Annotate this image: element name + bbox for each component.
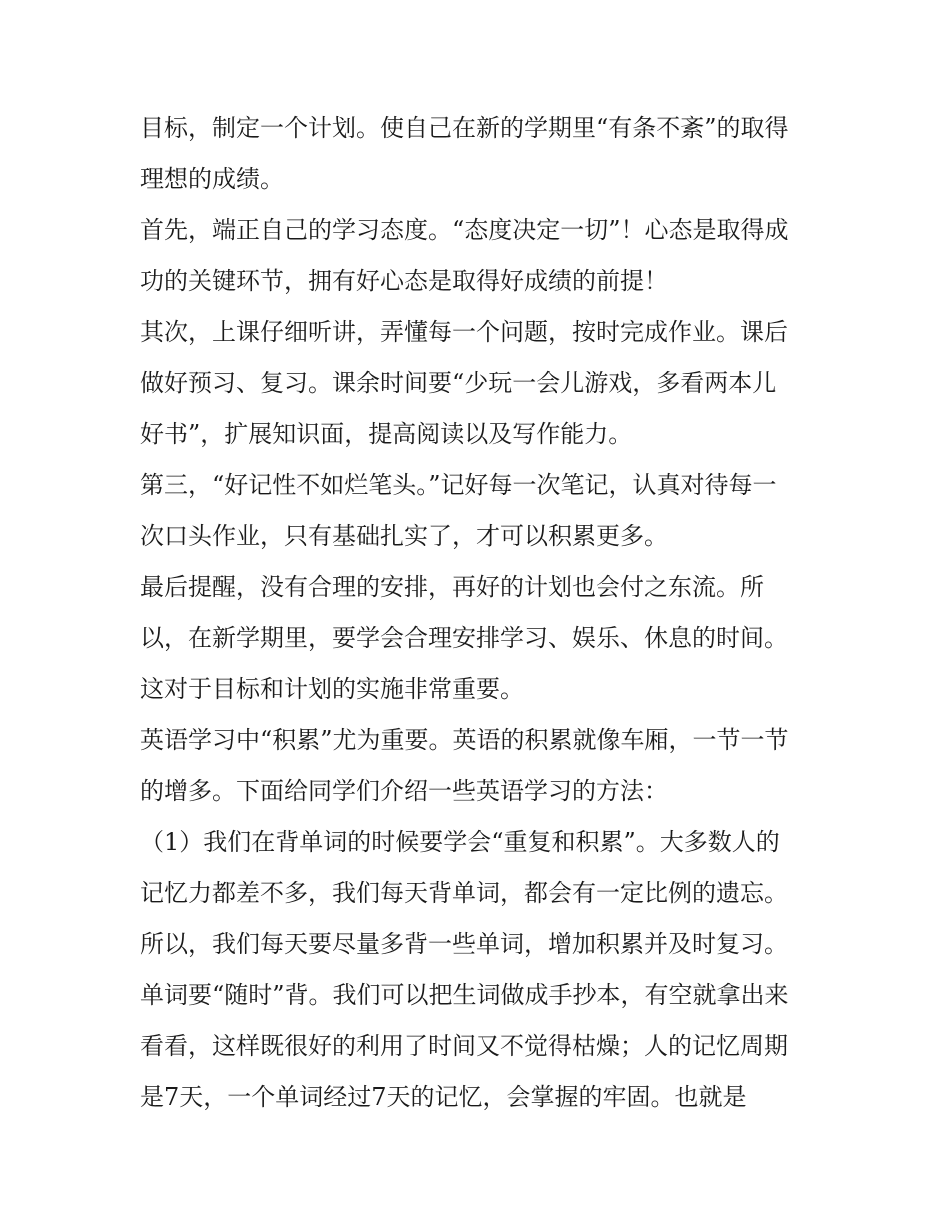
- text-line: 次口头作业，只有基础扎实了，才可以积累更多。: [140, 522, 668, 550]
- text-line: （1）我们在背单词的时候要学会“重复和积累”。大多数人的: [140, 828, 780, 856]
- text-line: 这对于目标和计划的实施非常重要。: [140, 675, 524, 703]
- text-line: 看看，这样既很好的利用了时间又不觉得枯燥；人的记忆周期: [140, 1032, 788, 1060]
- text-line: 目标，制定一个计划。使自己在新的学期里“有条不紊”的取得: [140, 114, 789, 142]
- text-line: 是7天，一个单词经过7天的记忆，会掌握的牢固。也就是: [140, 1083, 747, 1111]
- text-line: 其次，上课仔细听讲，弄懂每一个问题，按时完成作业。课后: [140, 318, 788, 346]
- text-line: 单词要“随时”背。我们可以把生词做成手抄本，有空就拿出来: [140, 981, 789, 1009]
- text-line: 以，在新学期里，要学会合理安排学习、娱乐、休息的时间。: [140, 624, 788, 652]
- text-line: 的增多。下面给同学们介绍一些英语学习的方法：: [140, 777, 668, 805]
- text-line: 第三，“好记性不如烂笔头。”记好每一次笔记，认真对待每一: [140, 471, 777, 499]
- text-line: 首先，端正自己的学习态度。“态度决定一切”！心态是取得成: [140, 216, 789, 244]
- text-line: 功的关键环节，拥有好心态是取得好成绩的前提！: [140, 267, 668, 295]
- text-line: 理想的成绩。: [140, 165, 284, 193]
- text-line: 所以，我们每天要尽量多背一些单词，增加积累并及时复习。: [140, 930, 788, 958]
- text-line: 最后提醒，没有合理的安排，再好的计划也会付之东流。所: [140, 573, 764, 601]
- text-line: 记忆力都差不多，我们每天背单词，都会有一定比例的遗忘。: [140, 879, 788, 907]
- document-body: [140, 103, 820, 1123]
- text-line: 英语学习中“积累”尤为重要。英语的积累就像车厢，一节一节: [140, 726, 789, 754]
- text-line: 好书”，扩展知识面，提高阅读以及写作能力。: [140, 420, 633, 448]
- text-line: 做好预习、复习。课余时间要“少玩一会儿游戏，多看两本儿: [140, 369, 777, 397]
